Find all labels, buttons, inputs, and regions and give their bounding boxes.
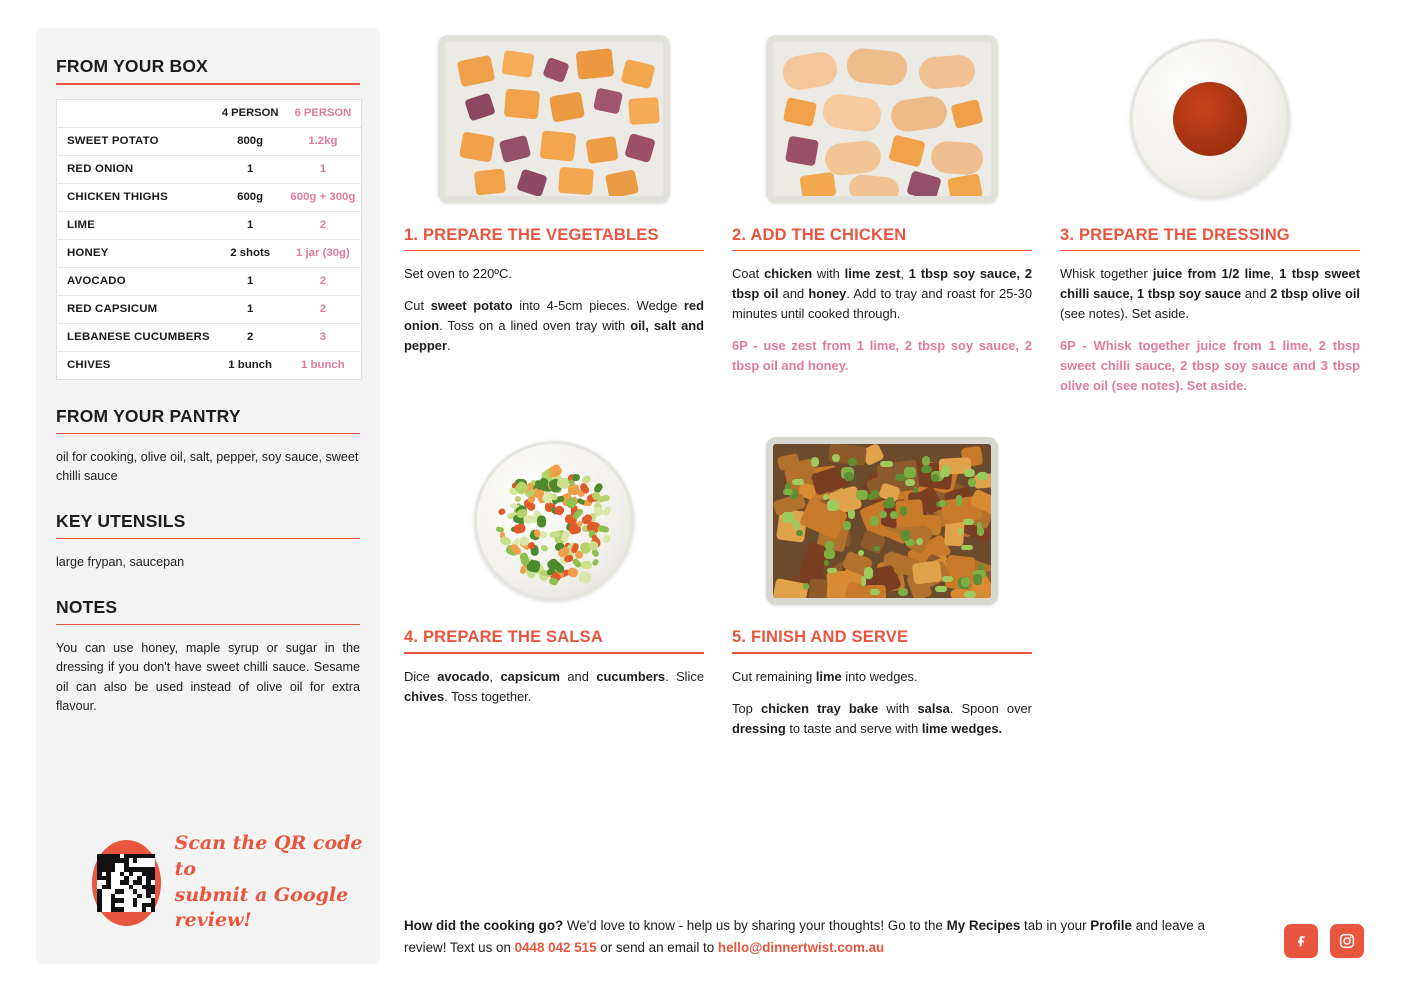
- step-3-title: 3. PREPARE THE DRESSING: [1060, 226, 1290, 244]
- step-paragraph: Top chicken tray bake with salsa. Spoon over dressing to taste and serve with lime wedges.: [732, 700, 1032, 736]
- step-2: [732, 28, 1032, 396]
- step-5-photo: [732, 430, 1032, 612]
- table-row: [57, 211, 362, 239]
- step-2-title: 2. ADD THE CHICKEN: [732, 226, 907, 244]
- cell-4-person: 2: [216, 323, 285, 351]
- step-alt-paragraph: 6P - use zest from 1 lime, 2 tbsp soy sauce, 2 tbsp oil and honey.: [732, 338, 1032, 374]
- cell-6-person: 3: [284, 323, 361, 351]
- cell-4-person: 1: [216, 211, 285, 239]
- step-1-title: 1. PREPARE THE VEGETABLES: [404, 226, 659, 244]
- cell-6-person: 1 jar (30g): [284, 239, 361, 267]
- step-4: [404, 430, 704, 738]
- bowl-dressing-image: [1130, 39, 1290, 199]
- table-row: [57, 295, 362, 323]
- qr-caption: [175, 831, 380, 934]
- cell-ingredient: CHICKEN THIGHS: [57, 183, 216, 211]
- cell-6-person: 2: [284, 295, 361, 323]
- step-1-photo: [404, 28, 704, 210]
- table-header-row: [57, 99, 362, 127]
- footer-text-span: My Recipes: [946, 918, 1021, 934]
- tray-finished-bake-image: [766, 437, 998, 605]
- footer-text-span: Profile: [1090, 918, 1132, 934]
- cell-6-person: 2: [284, 211, 361, 239]
- utensils-title: KEY UTENSILS: [56, 510, 186, 531]
- step-divider: [732, 250, 1032, 251]
- cell-ingredient: RED ONION: [57, 155, 216, 183]
- cell-6-person: 1.2kg: [284, 127, 361, 155]
- step-5: [732, 430, 1032, 738]
- step-3-photo: [1060, 28, 1360, 210]
- notes-title: NOTES: [56, 596, 118, 617]
- table-row: [57, 323, 362, 351]
- ingredients-table: [56, 99, 362, 380]
- cell-ingredient: RED CAPSICUM: [57, 295, 216, 323]
- step-divider: [404, 250, 704, 251]
- step-2-body: [732, 264, 1032, 376]
- step-divider: [1060, 250, 1360, 251]
- step-alt-paragraph: 6P - Whisk together juice from 1 lime, 2 tbsp sweet chilli sauce, 2 tbsp soy sauce and 3 tbsp olive oil (see notes). Set aside.: [1060, 338, 1360, 394]
- table-row: [57, 239, 362, 267]
- qr-code-icon[interactable]: [92, 840, 161, 926]
- step-5-body: [732, 667, 1032, 739]
- step-paragraph: Coat chicken with lime zest, 1 tbsp soy sauce, 2 tbsp oil and honey. Add to tray and roast for 25-30 minutes until cooked through.: [732, 266, 1033, 322]
- cell-6-person: 1: [284, 155, 361, 183]
- cell-4-person: 1 bunch: [228, 359, 272, 372]
- footer-text-span: How did the cooking go?: [404, 918, 564, 934]
- step-2-photo: [732, 28, 1032, 210]
- cell-4-person: 2 shots: [216, 239, 285, 267]
- cell-4-person: 1: [216, 155, 285, 183]
- footer-text-span: tab in your: [1020, 918, 1091, 934]
- bowl-salsa-image: [474, 441, 634, 601]
- section-divider: [56, 433, 360, 434]
- from-your-box-section: [56, 56, 360, 380]
- qr-caption-line1: Scan the QR code to: [174, 832, 363, 881]
- footer-text-span: and leave a review! Text us on: [404, 918, 1205, 955]
- cell-6-person: 2: [284, 267, 361, 295]
- cell-ingredient: AVOCADO: [57, 267, 216, 295]
- tray-chicken-raw-image: [766, 35, 998, 203]
- cell-ingredient: HONEY: [57, 239, 216, 267]
- pantry-title: FROM YOUR PANTRY: [56, 405, 241, 426]
- table-row: [57, 267, 362, 295]
- footer-contact[interactable]: 0448 042 515: [514, 939, 597, 955]
- notes-text: You can use honey, maple syrup or sugar in the dressing if you don't have sweet chilli sauce. Sesame oil can also be used instead of olive oil for extra flavour.: [56, 640, 360, 714]
- step-4-photo: [404, 430, 704, 612]
- cell-4-person: 600g: [216, 183, 285, 211]
- from-your-box-title: FROM YOUR BOX: [56, 56, 209, 76]
- col-ingredient: [57, 99, 216, 127]
- step-1-body: [404, 264, 704, 356]
- cell-ingredient: CHIVES: [67, 359, 111, 372]
- qr-review-block[interactable]: [92, 831, 380, 934]
- utensils-section: [56, 511, 360, 573]
- sidebar: [36, 28, 380, 964]
- step-divider: [404, 652, 704, 653]
- dressing-liquid: [1173, 82, 1247, 156]
- cell-4-person: 1: [216, 295, 285, 323]
- section-divider: [56, 624, 360, 625]
- step-paragraph: Dice avocado, capsicum and cucumbers. Slice chives. Toss together.: [404, 668, 705, 704]
- steps-row-1: [404, 28, 1364, 396]
- step-4-title: 4. PREPARE THE SALSA: [404, 628, 603, 647]
- step-divider: [732, 652, 1032, 653]
- step-1: [404, 28, 704, 396]
- section-divider: [56, 538, 360, 539]
- cell-ingredient: SWEET POTATO: [57, 127, 216, 155]
- steps-area: [404, 28, 1364, 739]
- table-row: [57, 351, 362, 379]
- step-paragraph: Cut sweet potato into 4-5cm pieces. Wedge red onion. Toss on a lined oven tray with oil, salt and pepper.: [404, 298, 704, 354]
- step-5-title: 5. FINISH AND SERVE: [732, 628, 909, 647]
- footer: [404, 915, 1364, 958]
- step-paragraph: Cut remaining lime into wedges.: [732, 668, 918, 684]
- step-paragraph: Set oven to 220ºC.: [404, 266, 512, 282]
- pantry-text: oil for cooking, olive oil, salt, pepper, soy sauce, sweet chilli sauce: [56, 449, 359, 484]
- notes-section: [56, 597, 360, 717]
- step-paragraph: Whisk together juice from 1/2 lime, 1 tbsp sweet chilli sauce, 1 tbsp soy sauce and 2 tbsp olive oil (see notes). Set aside.: [1060, 266, 1360, 322]
- table-row: [57, 155, 362, 183]
- step-3: [1060, 28, 1360, 396]
- footer-contact[interactable]: hello@dinnertwist.com.au: [717, 939, 885, 955]
- pantry-section: [56, 406, 360, 487]
- footer-text-span: or send an email to: [596, 939, 718, 955]
- social-links[interactable]: [1284, 924, 1364, 958]
- section-divider: [56, 83, 360, 85]
- step-4-body: [404, 667, 704, 707]
- table-row: [57, 183, 362, 211]
- cell-6-person: 600g + 300g: [284, 183, 361, 211]
- instagram-icon[interactable]: [1330, 924, 1364, 958]
- cell-4-person: 800g: [216, 127, 285, 155]
- table-row: [57, 127, 362, 155]
- cell-6-person: 1 bunch: [301, 359, 345, 372]
- steps-row-2: [404, 430, 1364, 738]
- col-4-person: 4 PERSON: [216, 99, 285, 127]
- col-6-person: 6 PERSON: [284, 99, 361, 127]
- tray-sweet-potato-onion-image: [438, 35, 670, 203]
- footer-text-span: We'd love to know - help us by sharing your thoughts! Go to the: [563, 918, 947, 934]
- cell-ingredient: LIME: [57, 211, 216, 239]
- step-placeholder: [1060, 430, 1360, 738]
- qr-caption-line2: submit a Google review!: [174, 883, 349, 932]
- cell-4-person: 1: [216, 267, 285, 295]
- footer-message: [404, 915, 1234, 958]
- facebook-icon[interactable]: [1284, 924, 1318, 958]
- cell-ingredient: LEBANESE CUCUMBERS: [57, 323, 216, 351]
- step-3-body: [1060, 264, 1360, 396]
- utensils-text: large frypan, saucepan: [56, 555, 185, 569]
